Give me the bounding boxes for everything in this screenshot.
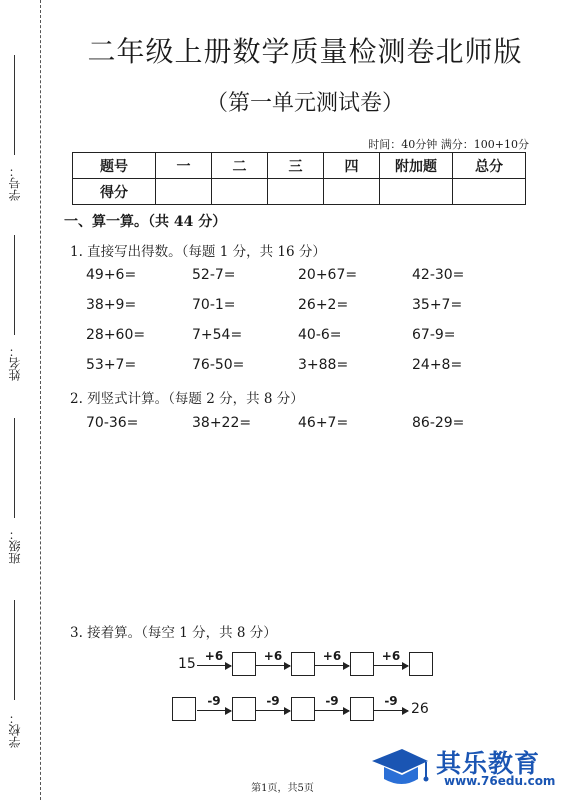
answer-box[interactable] — [350, 697, 374, 721]
problem-item: 86-29= — [412, 415, 465, 431]
header-cell: 题号 — [73, 153, 156, 179]
problem-item: 53+7= — [86, 357, 137, 373]
score-cell[interactable] — [380, 179, 453, 205]
chain-step-label: +6 — [381, 649, 401, 663]
problem-item: 35+7= — [412, 297, 463, 313]
header-cell: 一 — [156, 153, 212, 179]
question-2-title: 2. 列竖式计算。（每题 2 分，共 8 分） — [70, 391, 304, 407]
answer-box[interactable] — [291, 652, 315, 676]
problem-item: 49+6= — [86, 267, 137, 283]
chain-step-label: +6 — [204, 649, 224, 663]
score-cell[interactable] — [268, 179, 324, 205]
score-row-label: 得分 — [73, 179, 156, 205]
problem-item: 26+2= — [298, 297, 349, 313]
problem-item: 42-30= — [412, 267, 465, 283]
answer-box[interactable] — [409, 652, 433, 676]
arrow-right-icon — [374, 710, 408, 711]
arrow-right-icon — [315, 665, 349, 666]
problem-item: 67-9= — [412, 327, 456, 343]
answer-box[interactable] — [350, 652, 374, 676]
chain-step-label: -9 — [384, 694, 398, 708]
binding-dashed-line — [40, 0, 41, 800]
page-title: 二年级上册数学质量检测卷北师版 — [87, 35, 523, 68]
class-label: 班级： — [8, 528, 22, 564]
chain-step-label: +6 — [322, 649, 342, 663]
score-cell[interactable] — [156, 179, 212, 205]
answer-box[interactable] — [291, 697, 315, 721]
exam-meta: 时间：40分钟 满分：100+10分 — [368, 138, 529, 151]
problem-item: 40-6= — [298, 327, 342, 343]
problem-item: 3+88= — [298, 357, 349, 373]
problem-item: 70-1= — [192, 297, 236, 313]
chain-step-label: -9 — [266, 694, 280, 708]
school-blank[interactable] — [14, 600, 15, 700]
header-cell: 四 — [324, 153, 380, 179]
question-1-title: 1. 直接写出得数。（每题 1 分，共 16 分） — [70, 244, 326, 260]
name-blank[interactable] — [14, 235, 15, 335]
score-table — [72, 152, 526, 205]
header-cell: 三 — [268, 153, 324, 179]
header-cell: 附加题 — [380, 153, 453, 179]
header-cell: 总分 — [453, 153, 526, 179]
problem-item: 28+60= — [86, 327, 146, 343]
student-id-blank[interactable] — [14, 55, 15, 155]
page-number: 第1页，共5页 — [251, 783, 314, 794]
chain-start-number: 15 — [178, 656, 196, 672]
chain-step-label: -9 — [207, 694, 221, 708]
chain-end-number: 26 — [411, 701, 429, 717]
chain-step-label: +6 — [263, 649, 283, 663]
problem-item: 7+54= — [192, 327, 243, 343]
arrow-right-icon — [256, 710, 290, 711]
arrow-right-icon — [197, 665, 231, 666]
problem-item: 70-36= — [86, 415, 139, 431]
arrow-right-icon — [374, 665, 408, 666]
score-cell[interactable] — [453, 179, 526, 205]
chain-step-label: -9 — [325, 694, 339, 708]
arrow-right-icon — [197, 710, 231, 711]
student-id-label: 学号： — [8, 165, 22, 201]
problem-item: 38+9= — [86, 297, 137, 313]
problem-item: 20+67= — [298, 267, 358, 283]
answer-box[interactable] — [232, 652, 256, 676]
score-table-header-row — [73, 153, 526, 179]
score-cell[interactable] — [212, 179, 268, 205]
problem-item: 38+22= — [192, 415, 252, 431]
score-cell[interactable] — [324, 179, 380, 205]
school-label: 学校： — [8, 712, 22, 748]
problem-item: 24+8= — [412, 357, 463, 373]
problem-item: 76-50= — [192, 357, 245, 373]
brand-name: 其乐教育 — [436, 749, 541, 778]
problem-item: 52-7= — [192, 267, 236, 283]
answer-box[interactable] — [172, 697, 196, 721]
question-3-title: 3. 接着算。（每空 1 分，共 8 分） — [70, 625, 277, 641]
section-1-title: 一、算一算。（共 44 分） — [64, 214, 227, 230]
brand-site: www.76edu.com — [444, 774, 556, 788]
class-blank[interactable] — [14, 418, 15, 518]
page-subtitle: （第一单元测试卷） — [205, 91, 404, 116]
problem-item: 46+7= — [298, 415, 349, 431]
name-label: 姓名： — [8, 345, 22, 381]
header-cell: 二 — [212, 153, 268, 179]
arrow-right-icon — [315, 710, 349, 711]
arrow-right-icon — [256, 665, 290, 666]
score-table-score-row — [73, 179, 526, 205]
answer-box[interactable] — [232, 697, 256, 721]
